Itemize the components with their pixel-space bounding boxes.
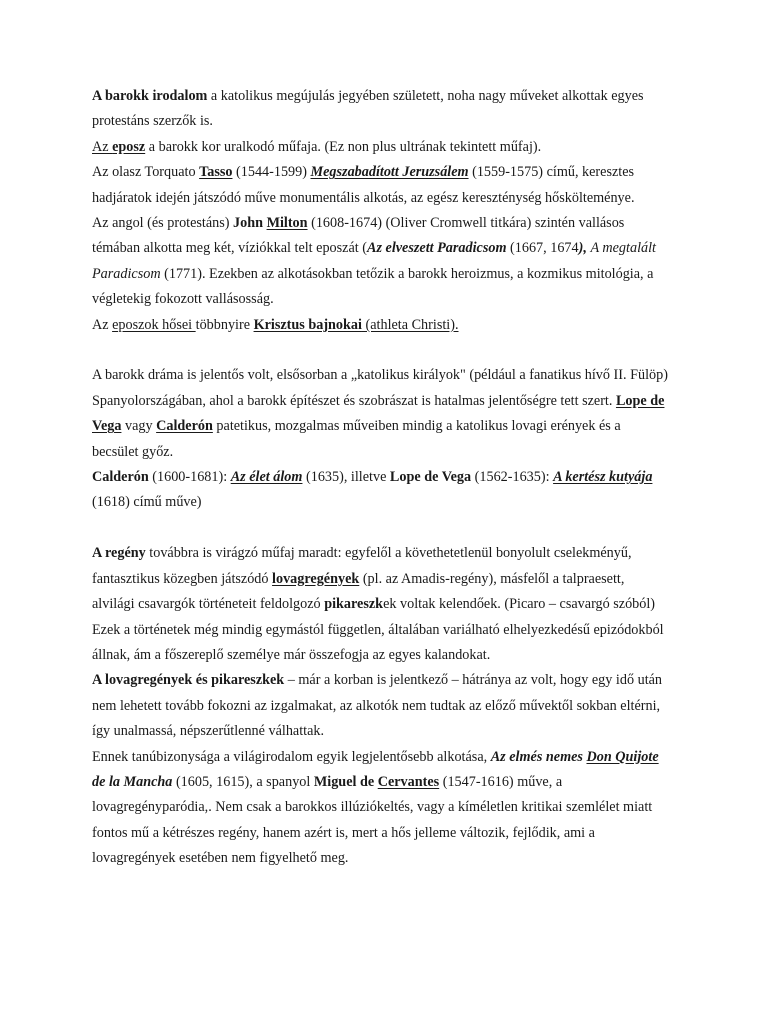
- text-run: (athleta Christi).: [361, 316, 459, 333]
- paragraph-eposz: [92, 135, 668, 160]
- text-run: (1547-1616) műve, a lovagregényparódia,. Nem csak a barokkos illúziókeltés, vagy a kíméletlen kritikai szemlélet miatt fontos mű a kétrészes regény, hanem azért is, mert a hős jelleme változik, fejlődik, ami a lovagregények esetében nem figyelhető meg.: [92, 773, 653, 867]
- paragraph-barokk-drama: [92, 363, 668, 465]
- paragraph-barokk-irodalom: [92, 84, 668, 135]
- text-run: Az elveszett Paradicsom: [366, 240, 507, 257]
- text-run: A barokk irodalom: [92, 88, 208, 104]
- text-run: (1635), illetve: [302, 469, 390, 486]
- text-run: (1562-1635):: [471, 469, 554, 486]
- text-run: A kertész kutyája: [553, 469, 653, 486]
- text-run: Az elmés nemes: [490, 748, 587, 765]
- text-run: A regény: [92, 545, 146, 562]
- text-run: (1559-1575) című, keresztes hadjáratok idején játszódó műve monumentális alkotás, az egész kereszténység hőskölteménye.: [92, 164, 635, 206]
- text-run: Don Quijote: [586, 748, 659, 765]
- text-run: John: [233, 215, 267, 232]
- text-run: (1605, 1615), a spanyol: [172, 773, 314, 790]
- text-run: vagy: [121, 418, 157, 435]
- text-run: (1600-1681):: [148, 469, 231, 486]
- text-run: ),: [578, 240, 587, 257]
- text-run: Tasso: [199, 164, 233, 181]
- paragraph-don-quijote: [92, 745, 668, 872]
- text-run: Cervantes: [377, 773, 440, 790]
- text-run: A lovagregények és pikareszkek: [92, 672, 285, 689]
- text-run: (1618) című műve): [92, 494, 202, 511]
- text-run: (1608-1674) (Oliver Cromwell titkára) szintén vallásos témában alkotta meg két, víziókkal telt eposzát (: [92, 215, 625, 257]
- text-run: patetikus, mozgalmas műveiben mindig a katolikus lovagi erények és a becsület győz.: [92, 418, 621, 460]
- text-run: Lope de Vega: [92, 392, 665, 435]
- paragraph-spacer: [92, 516, 668, 541]
- text-run: de la Mancha: [92, 773, 173, 790]
- text-run: Az élet álom: [230, 469, 303, 486]
- text-run: A megtalált Paradicsom: [92, 240, 656, 282]
- paragraph-milton: [92, 211, 668, 313]
- text-run: Az: [92, 138, 113, 155]
- text-run: (1544-1599): [232, 164, 311, 181]
- text-run: (pl. az Amadis-regény), másfelől a talpraesett, alvilági csavargók történeteit feldolgozó: [92, 570, 625, 613]
- text-run: (1771). Ezekben az alkotásokban tetőzik a barokk heroizmus, a kozmikus mitológia, a végletekig fokozott vallásosság.: [92, 265, 654, 308]
- text-run: Calderón: [156, 418, 213, 435]
- text-run: ek voltak kelendőek. (Picaro – csavargó szóból) Ezek a történetek még mindig egymástól független, általában variálható elhelyezkedésű epizódokból állnak, ám a főszereplő személye már összefogja az egyes kalandokat.: [92, 596, 664, 663]
- text-run: Milton: [266, 215, 308, 232]
- paragraph-tasso: [92, 160, 668, 211]
- text-run: A barokk dráma is jelentős volt, elsősorban a „katolikus királyok" (például a fanatikus hívő II. Fülöp) Spanyolországában, ahol a barokk építészet és szobrászat is hatalmas jelentőségre tett szert.: [92, 367, 668, 409]
- text-run: Megszabadított Jeruzsálem: [310, 164, 469, 181]
- text-run: Krisztus bajnokai: [253, 316, 362, 333]
- text-run: Az: [92, 316, 113, 333]
- text-run: (1667, 1674: [506, 240, 579, 257]
- text-run: a katolikus megújulás jegyében született, noha nagy műveket alkottak egyes protestáns szerzők is.: [92, 88, 644, 130]
- text-run: eposz: [112, 138, 146, 155]
- text-run: továbbra is virágzó műfaj maradt: egyfelől a követhetetlenül bonyolult cselekményű, fantasztikus közegben játszódó: [92, 545, 632, 587]
- text-run: Calderón: [92, 469, 149, 486]
- paragraph-regeny: [92, 541, 668, 668]
- text-run: Lope de Vega: [389, 469, 472, 486]
- text-run: – már a korban is jelentkező – hátránya az volt, hogy egy idő után nem lehetett tovább fokozni az izgalmakat, az alkotók nem tudtak az előző művektől sokban eltérni, így unalmassá, népszerűtlenné válhattak.: [92, 672, 663, 740]
- text-run: Miguel de: [313, 773, 378, 790]
- text-run: Ennek tanúbizonysága a világirodalom egyik legjelentősebb alkotása,: [92, 748, 491, 765]
- text-run: Az olasz Torquato: [92, 164, 200, 181]
- text-run: Az angol (és protestáns): [92, 215, 234, 232]
- text-run: többnyire: [195, 316, 254, 333]
- text-run: pikareszk: [324, 596, 384, 613]
- paragraph-lovagregenyek: [92, 668, 668, 744]
- paragraph-calderon-lope: [92, 465, 668, 516]
- text-run: eposzok hősei: [112, 316, 196, 333]
- text-run: lovagregények: [272, 570, 360, 587]
- text-run: a barokk kor uralkodó műfaja. (Ez non plus ultrának tekintett műfaj).: [145, 138, 542, 155]
- paragraph-eposzok-hosei: [92, 313, 668, 338]
- paragraph-spacer: [92, 338, 668, 363]
